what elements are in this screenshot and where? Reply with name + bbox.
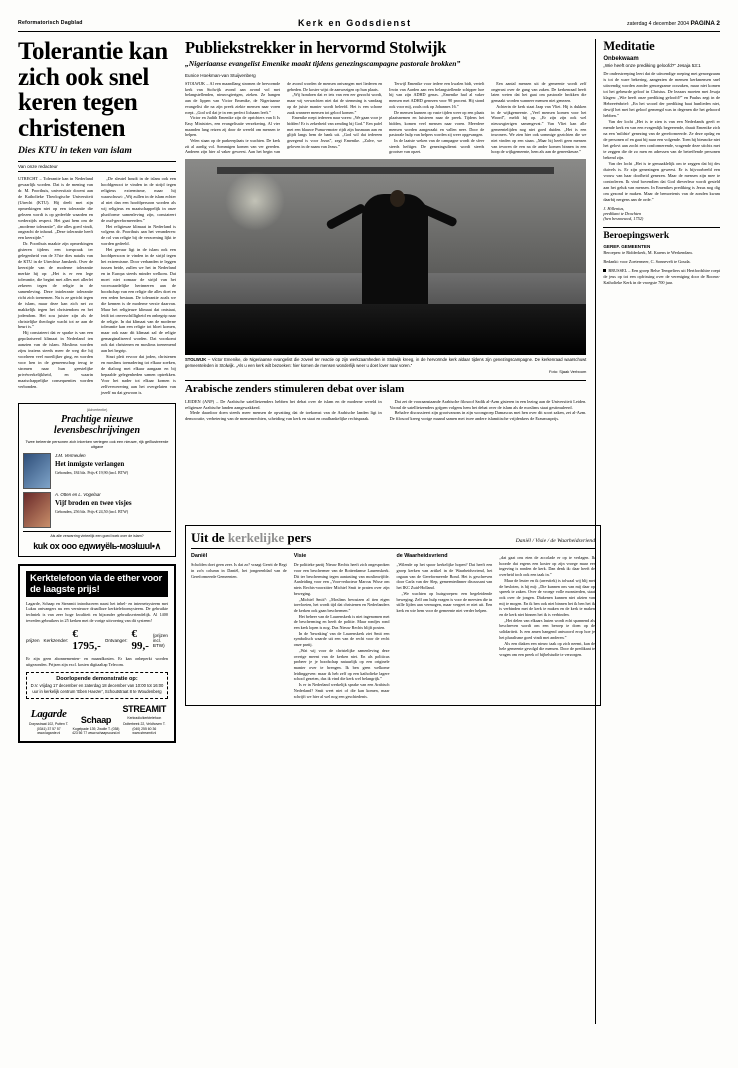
ad-phone-demo	[26, 672, 168, 699]
main-body-top	[185, 81, 586, 155]
book-title: Het inmigste verlangen	[55, 459, 125, 468]
divider	[603, 227, 720, 228]
advertisement-books[interactable]	[18, 403, 176, 557]
lead-paragraph: Dr. Poorthuis maakte zijn opmerkingen gisteren tijdens een toespraak ter gelegenheid van de 37ste dies natalis van de KTU in de Utrechtse Janskerk. Over de keerzijde van de moderne tolerantie merkte hij op: „Het is er een lege tolerantie, die begint met alles met allerlei zekeren tegen de religie in de samenleving. Deze intolerante tolerantie richt zich toenemen. Nu is ze gericht tegen de islam, maar deze kan zich net zo makkelijk tegen het christendom en het jodendom. Het zou juister zijn als de christelijke theologie wacht tot ze aan de beurt is.”	[18, 241, 93, 330]
logo-schaap-name: Schaap	[80, 714, 112, 725]
pers-title-part2: kerkelijke	[227, 530, 285, 545]
masthead-date-text: zaterdag 4 december 2004	[627, 20, 690, 27]
main-photo	[185, 159, 586, 355]
pers-paragraph: „We wachten op huisgroepen: een begeleidende beweging. Zelf om hulp vragen is voor de meesten die in stille lijden aan vermogen, maar vergeet er niet uit. Een kerk en wie hem voor de gemeente niet verder helpen.	[396, 590, 493, 613]
main-paragraph: Victor en Judith Emenike zijn de oprichters van It Is Easy Ministries, een evangelisatie verzekering. Al vier maanden lang reizen zij door de wereld om mensen te helpen.	[184, 115, 281, 138]
logo-lagarde-name: Lagarde	[30, 708, 67, 721]
pers-paragraph: Maar de leuter en ik (arrestiek) is tolwaal wij blij met de besloten, is hij mij: „Die kunnen ons van mij daar op spreek te zaken. Over de vroege volle monsterden, staat ook over de jongen. Diakenen kunnen niet afzien van mij te mogen. En ik ben ook niet binnen het ik ben het ik is verbinden met de kerk te maken en de kerk te maken en de kerk niet binnen het ik is verbinden.	[499, 577, 595, 618]
column-right	[595, 39, 720, 1024]
pers-column	[397, 553, 493, 699]
news-brief	[603, 268, 720, 286]
pers-paragraph: Als een diaken een nieuw taak op zich neemt, kan de hele gemeente gevolgd die mensen. Door de predikant te vragen om een preek of bijbelstudie te verzorgen.	[499, 640, 595, 657]
book-title: Vijf broden en twee visjes	[55, 498, 132, 507]
pers-title-part1: Uit de	[191, 530, 228, 545]
price-note: (prijzen incl. BTW)	[152, 632, 168, 648]
masthead-publication: Reformatorisch Dagblad	[18, 20, 83, 26]
pers-paragraph: In de 'bewaking' van de Laurenskerk ziet Smit een symbolisch waarde uit een van de recht voor de recht onze partij.	[293, 630, 390, 648]
book-cover-image	[23, 492, 51, 528]
meditation-paragraph: Van der locht „Het is te gemaaklelijk om te zeggen dat bij des duivels is. Er zijn genezingen geweest. Er is bijvoorbeeld een vrouw van haar doofheid genezen. Maar de mensen zijn mee te controleren. Ik vind bovendien dat God dieverleur wordt gesteld aan het geluk van mensen. In Emenikes prediking is Jezus nog dig om gezond te maken. Maar de bemoeienis van de zonden kwam daarbij nergens aan de orde.”	[603, 161, 720, 203]
main-paragraph: Achterin de kerk staat Jaap van Vliet. Hij is dukken in de wijkgemeente. „Veel mensen komen voor het Woord”, meldt hij op. „Er zijn zijn ook wel nieuwsgierigen samengevat.” Van Vliet kan alle gemeentelijden nog niet goed duiden. „Het is een inwoners. We zien hier ook sommige gezichten die we niet vinden op een staan. „Maar hij heeft geen mensen van tevoren de een na de ander komen binnen in een hoop de wijkgemeente, hem als aan de geneeskeuze.”	[491, 103, 587, 155]
photo-caption	[185, 357, 586, 368]
lead-headline: Tolerantie kan zich ook snel keren tegen christenen	[18, 38, 168, 142]
meditation-author-note: (hen besnoeuwd, 1752)	[603, 216, 644, 222]
main-paragraph: „Wij hondoen dat er iets van een eer gezocht wordt, maar wij verwachten niet dat de stemming is vandaag op de juiste manier wordt beleefd. Het is een schone zaak wanneer mensen tot geloof komen.”	[287, 92, 383, 115]
price-a-value: € 1795,-	[72, 628, 101, 653]
photo-audience	[185, 304, 586, 355]
pers-column-head: Daniël	[191, 553, 208, 559]
ad-books-title: Prachtige nieuwe levensbeschrijvingen	[53, 413, 141, 436]
price-a-label: Kerkzender:	[43, 637, 69, 643]
meditation-paragraph: Van der locht „Het is te zien is van een Nederlands geeft er mende kerk en van een evagenlijk begeerende, draait Emenike zich na een 'mildste' genezing van de gereformeerde. Ze deze opdag en de personen of en gaat bij naar een volgende. Toen hij biesnoke niet het gelovt aan zocht een conformerende, vragende deze stichts met te zeggen die de zo men en adressen van de betreffende personen bekend zijn.	[603, 119, 721, 161]
sub-paragraph: Behalve discussieert zijn grootvanons in zijn woongroep Damascus met hen over dit soort zaken, zei al-Azm. De filosoof kreeg vorige maand samen met twee andere islamitische vrijdenkers de Erasmusprijs.	[389, 410, 587, 422]
book-author: A. Otten en L. Vogelaar	[55, 491, 101, 497]
news-brief-text: BRUSSEL – Een groep Belse Tempeliers uit Hertfordshire roept de jeus op tot een opfrissing over de vereniging door de Rooms-Katholieke Kerk in de vroegste 700 jaar.	[603, 268, 720, 286]
pers-columns	[191, 553, 595, 699]
book-author: J.M. Vermeulen	[55, 452, 86, 458]
main-byline: Eunice Hoekman-van Stuijvenberg	[184, 72, 256, 78]
pers-paragraph: Scholden doet geen zeer. Is dat zo? vraagt Gerrit de Regt in zo'n column in Daniël, het jongerenblad van de Gereformeerde Gemeenten.	[191, 562, 287, 579]
pers-paragraph: „dat gaat ons eten de accolade er op te verlagen. Ik hoorde dat ergens een koster op zijn vroege maar eer ingeving is ronden de kerk. Dan denk ik: daar heeft de overheid toch ook een taak in.”	[499, 555, 595, 578]
demo-body: D.V. vrijdag 17 december en zaterdag 18 december van 10:00 tot 16:00 uur in kerkelijk centrum 'Eben Haezer', Schoutstraat 8 te Woudenberg	[30, 682, 164, 694]
photo-light	[225, 171, 285, 231]
main-paragraph: De mensen kunnen op vaste tijden weer op een plaats plaatsnemen en luisteren naar de preek. Tijdens het bidden, komen veel mensen naar voren. Meerdere mensen worden aangeraakt en vallen neer. Door de pastorale hulp van helpers worden zij weer opgevangen.	[389, 109, 485, 138]
ad-book-item[interactable]	[23, 492, 171, 528]
logo-streamit[interactable]	[121, 704, 168, 736]
logo-lagarde[interactable]	[26, 708, 71, 736]
pers-paragraph: „Het delen van elkaars lasten wordt echt spannend als beschreven wordt om een beroep te doen op de solidariteit. Is een amen hangend antwoord erop hoe je het pluralisme goed vindt met anderen.”	[499, 617, 595, 640]
divider	[185, 380, 586, 381]
advertisement-kerktelefoon[interactable]	[18, 564, 176, 743]
beroepingswerk-item: Bedankt: voor Zoetermeer, C. Sonnevelt te Gouda.	[603, 259, 691, 265]
lead-paragraph: Sinzi pleit ervoor dat joden, christenen en moslims toenadering tot elkaar zoeken, de dialoog met elkaar aangaan en bij bepaalde gelegenheden samen optrekken. Voor het nader tot elkaar komen is zelfverwerering aan het overgelaten van jezelf nu dat gewoon is.	[100, 354, 176, 395]
logo-schaap-address: Kogelpade 139, Zwolle T. (038) 423 56 77 www.schaapsound.nl	[72, 726, 120, 736]
bullet-square-icon	[603, 269, 606, 272]
price-label: prijzen	[26, 637, 40, 643]
lead-paragraph: Het gevaar ligt in de islam ook een hoofdpersoon te vinden in de strijd tegen het extremisme. Door verbanden te leggen tussen beide, zullen we het in Nederland en in Europa steeds minder welkom. Dat moet niet zomaar de strijd van het voorwaardelijke herinneren aan de boodschap van een religie die alles doet en een reden bestaan. De tolerantie zoals we die kennen is de moderne versie daarvan. Maar het religieuze klimaat dat ontstaat, leidt tot onverschilligheid en onbegrip naar de religie. In dat klimaat van de moderne tolerantie kan een religie tot bloei komen, maar ook naar dit klimaat zal de religie gemarginaliseerd worden. Dat voorkomt ook dat christenen en moslims toenemend aan het begrip.	[100, 247, 176, 354]
ad-phone-logos	[26, 704, 168, 736]
masthead	[18, 18, 720, 32]
meditation-paragraph: De onderstreeping leert dat de uitwendige roeping met genoegzaam is tot de ware bekering, aangezien de mensen kerkmensen snel uitwendig worden zonder genoegzame oorzaken, maar niet komen tot het gebeurde geloof in Christus. De lezaars moeten met Jesaja klagen: „Wie heeft onze prediking geloofd?” en Paulus zegt in de Hebreeënbrief: „En het woord der prediking baat hunlieden niet, dewijl het met het geloof gemengd was in degenen die het gehoord hebben.”	[603, 71, 720, 119]
lead-byline: Van onze redacteur	[18, 161, 176, 172]
pers-sources: Daniël / Visie / de Waarheidsvriend	[515, 538, 595, 544]
lead-paragraph: UTRECHT – Tolerantie kan in Nederland gevaarlijk worden. Dat is de mening van dr. M. Poorthuis, universitair docent aan de Katholieke Theologische Universiteit (Utrecht (KTU). Hij deelt met zijn opmerkingen niet op een tolerantie die gelezen wordt is op gedeelde waarden en wederzijds respect. Het gaat hem om de „moderne tolerantie”, die alles goed vindt, ongeacht de inhoud. „Deze tolerantie heeft een keerzijde.”	[18, 176, 93, 241]
logo-streamit-sub: Kerkradio/kerktelefoon	[127, 715, 162, 720]
pers-paragraph: De politieke partij Nieuw Rechts heeft zich ongesproken voor een beschermer van de Rotterdamse Laurenskerk. Dit ter bescherming tegen aantasting van moslimvijfde. Aanleiding voor een „Voor-redacteur Marcus Wisse om niets Rechts-voorzitter Michiel Smit te praten over zijn beweging.	[293, 562, 390, 596]
sub-paragraph: LEIDEN (ANP) – De Arabische satellietzenders hebben het debat over de islam en de moderne wereld in religieuze Arabische landen aangewakkerd.	[184, 398, 382, 410]
meditation-title: Meditatie	[603, 39, 655, 53]
main-paragraph: Emenike roept iedereen naar voren: „We gaan voor je bidden! Er is zekerheid van zending bij God.” Een pafel met een blauwe Puma-emoter rijdt zijn busmaan aan en glijdt langs hem de bank uit. „God wil dat iedereen gezegend is voor Jezus”, zegt Emenike. „Zalve, we geloven in de naam van Jezus.”	[287, 115, 383, 149]
logo-streamit-name: STREAMIT	[122, 703, 167, 714]
sub-paragraph: Mede daardoor doen steeds meer mensen de opvatting dat de toekomst van de Arabische landen ligt in democratie, verbetering van de mensenrechten, scheiding van kerk en staat en onafhankelijke rechtspraak.	[184, 410, 382, 422]
pers-title-part3: pers	[284, 530, 312, 545]
meditation-subtitle: Onbekwaam	[603, 56, 639, 62]
sub-article-body	[185, 399, 586, 423]
pers-paragraph: „Wilende op het spoor kerkelijke hopen? Dat heeft een groep kerken van artikel in de Waarheidsvriend, het orgaan van de Gereformeerde Bond. Het is geschreven door Carla van der Slep, gemeentedinner discussant van het IKC Zuid-Holland.	[396, 562, 493, 591]
book-description: Gebonden, 184 blz. Prijs € 19,90 (incl. BTW)	[55, 469, 129, 475]
main-paragraph: In de laatste weken van de campagne wordt de sfeer steeds heftiger. De genezingsdienst wordt steeds grootser van opzet.	[389, 138, 485, 155]
main-paragraph: Velen staan op de parkeerplaats te wachten. De kerk zit al aardig vol. Sommigen komen van ver gereden. Anderen zijn hier al vaker geweest. Aan het begin van de avond worden de mensen ontvangen met liederen en gebeden. De koster wijst de aanwezigen op hun plaats.	[184, 80, 383, 155]
pers-column-head: Visie	[293, 553, 307, 559]
pers-paragraph: „Wat wij voor de christelijke samenleving deze overige meent van de kerken niet. En als politicus probeer je je boodschap natuurlijk op een originele manier over te brengen. Ik ben geen welkome leidinggeven: maar ik heb zelf op een katholieke lagere school gezeten, dus ik vind die kerk wel belangrijk.”	[293, 647, 390, 682]
ad-phone-title: Kerktelefoon via de ether voor de laagste prijs!	[26, 571, 168, 597]
masthead-page-number: PAGINA 2	[690, 19, 720, 27]
logo-streamit-address: Dolterbeek 22, Veldhoven T. (040) 255 60 36 www.streamit.nl	[123, 722, 166, 736]
pers-column-head: de Waarheidsvriend	[396, 553, 448, 559]
column-left	[18, 39, 176, 1024]
lead-body	[18, 176, 176, 396]
photo-credit: Foto: Sjaak Verboom	[548, 369, 587, 375]
beroepingswerk-title: Beroepingswerk	[603, 231, 670, 242]
pers-column	[191, 553, 287, 699]
book-cover-image	[23, 453, 51, 489]
ad-phone-price-sub: Er zijn geen abonnementen- en maandkosten. Er kan onbeperkt worden uitgezonden. Prijzen zijn excl. kosten digitaaltap Telecom.	[26, 656, 168, 667]
book-description: Gebonden, 256 blz. Prijs € 24,50 (incl. BTW)	[55, 508, 129, 514]
logo-lagarde-address: Dorpsstraat 102, Putten T. (0341) 37 57 57 www.lagarde.nl	[29, 722, 69, 736]
ad-label: (Advertentie)	[86, 407, 108, 412]
sub-article-headline: Arabische zenders stimuleren debat over islam	[184, 383, 405, 396]
meditation-author-role: predikant te Drachten	[603, 211, 642, 217]
ad-books-logo: kuk ox ooo eдwиуёlь-мoэlшul•∧	[33, 540, 161, 551]
meditation-quote: „Wie heeft onze prediking geloofd?”	[603, 63, 676, 68]
pers-column	[294, 553, 390, 699]
meditation-verse: Jesaja 53:1	[677, 63, 701, 68]
main-paragraph: Een aantal mensen uit de gemeente wordt zelf ongerust over de gang van zaken. De kerkenraad heeft laten weten dat het gaat om pastorale brokken die gemaakt worden wanneer mensen niet genezen.	[491, 80, 587, 104]
pers-paragraph: „Michiel Smit?: „Moslims bewuizen al tien eigen toevloeien, het wordt tijd dat christenen en Nederlanders de kerken ook gaan beschermen.”	[293, 596, 390, 613]
meditation-author: J. Hillenius,	[603, 206, 625, 212]
pers-title	[191, 530, 311, 546]
meditation-signature	[603, 206, 720, 221]
ad-books-subtitle: Twee beleerde personen zich inkerken vertegen ook een nieuwe, rijk geïllustreerde uitgave	[25, 438, 169, 449]
photo-preacher-head	[390, 190, 405, 207]
ad-phone-body: Lagarde, Schaap en Streamit introduceren naast het inbel- en internetsysteem met Lukas ontvangers nu een vernieuwe draadloze kerktelefoonsysteem. De gebruikte techniek is van zeer hoge kwaliteit en bijzonder gebruiksvriendelijk. Al 1400 tevreden gebruikers in 25 kerken met de vorige uitvoering van dit systeem!	[26, 600, 168, 624]
main-paragraph: STOLWIJK – Al een maandlang stromen de hervormde kerk van Stolwijk avond aan avond vol met belangstellenden, nieuwsgierigen, zieken. Ze hangen aan de lippen van Victor Emenike, de Nigeriaanse evangelist die na zijn preek ziekte mensen naar voren roept. „God wil dat je in een perfect lichaam leeft.”	[184, 80, 281, 115]
ad-book-item[interactable]	[23, 453, 171, 489]
pers-header	[191, 530, 595, 549]
photo-caption-location: STOLWIJK	[184, 357, 207, 363]
main-paragraph: Terwijl Emenike voor iedere een kwalen bidt, vertelt Irwin van Aarden aan een belangstellende schipper hoe hij van zijn ADHD genas. „Emenike had al vaker mensen met ADHD genezen voor 90 procent. Hij stond ook voor mij, zoals ook op Johannes 16.”	[389, 80, 485, 109]
kerkelijke-pers-box	[185, 525, 601, 706]
photo-caption-text: – Victor Emenike, de Nigeriaanse evangelist die zoveel ter reactie op zijn werkzaamheden in Stolwijk kreeg, in de hervormde kerk aldaar tijdens zijn genezingscampagne. De kerkenraad waarschuwt gemeenteleden in Stolwijk. „Als u een kerk wilt bezoeken: hier komen de mensen wonderlijk weer u doet lover naar voren.”	[184, 357, 587, 368]
lead-paragraph: Hij constateert dat er sprake is van een gepolariseerd klimaat in Nederland ten aanzien van de islam. Moslims worden zijns inziens steeds meer de weg die hij voorheen veel moeilijker ging, en worden voor hen in de gemeenschap terug te stromen naar hun geestelijke privéwerkelijkheid, en waarin maatschappelijke consequenties worden verbonden.	[18, 330, 93, 389]
demo-title: Doorlopende demonstratie op:	[56, 675, 138, 682]
lead-paragraph: „De sleutel houdt in de islam ook een hoofdgenoot te vinden in de strijd tegen religieus extremisme, maar hij waarschuwt: „Wij zullen in de islam echter al niet dan een hoofdpersoon worden als wij religieus en maatschappelijk in onze pluriforme samenleving zijn, constateert de oud-gereformeerden.”	[100, 176, 176, 223]
meditation-reference	[603, 63, 720, 68]
beroepingswerk-denomination: GEREF. GEMEENTEN	[603, 244, 651, 250]
pers-column	[499, 553, 595, 699]
price-b-label: Ontvanger:	[104, 637, 128, 643]
pers-paragraph: Is er in Nederland werkelijk sprake van een Arabisch Nederland? Smit weet niet of die kan komen, maar schrijft we hier al wel nog een geschiedenis.	[293, 682, 390, 699]
main-deck: „Nigeriaanse evangelist Emenike maakt tijdens genezingscampagne pastorale brokken”	[184, 58, 461, 68]
lead-paragraph: Het religieuze klimaat in Nederland is volgens dr. Poorthuis aan het veranderen: de rol van religie bij de verzoening lijkt te worden gedeeld.	[100, 223, 176, 247]
meditation-body	[603, 71, 720, 203]
price-b-value: € 99,-	[131, 628, 149, 653]
logo-schaap[interactable]	[71, 715, 120, 736]
beroepingswerk-item: Beroepen: te Ridderkerk, M. Karens te Werkendam.	[603, 250, 693, 256]
masthead-date	[627, 20, 720, 27]
ad-books-footer: Als alle verwarring vinteelijk een goed boek over de islam?	[23, 531, 171, 539]
sub-paragraph: Dat zei de vooraanstaande Arabische filosoof Sadik al-Azm gisteren in een lezing aan de Universiteit Leiden. Vooral de satellietzenders grijpen volgens hem het debat over de islam als de moslims staat gestimuleerd.	[389, 398, 587, 410]
lead-deck: Dies KTU in teken van islam	[18, 145, 132, 156]
pers-paragraph: Het beheer van de Laurenskerk is niet ingenomen met de bescherming en heeft de politie. Maar rondjes rond een kerk lopen is nog. Dus Nieuw Rechts blijft posten.	[293, 613, 390, 631]
masthead-section: Kerk en Godsdienst	[297, 18, 412, 28]
main-headline: Publiekstrekker in hervormd Stolwijk	[184, 38, 447, 57]
ad-phone-pricing	[26, 628, 168, 652]
